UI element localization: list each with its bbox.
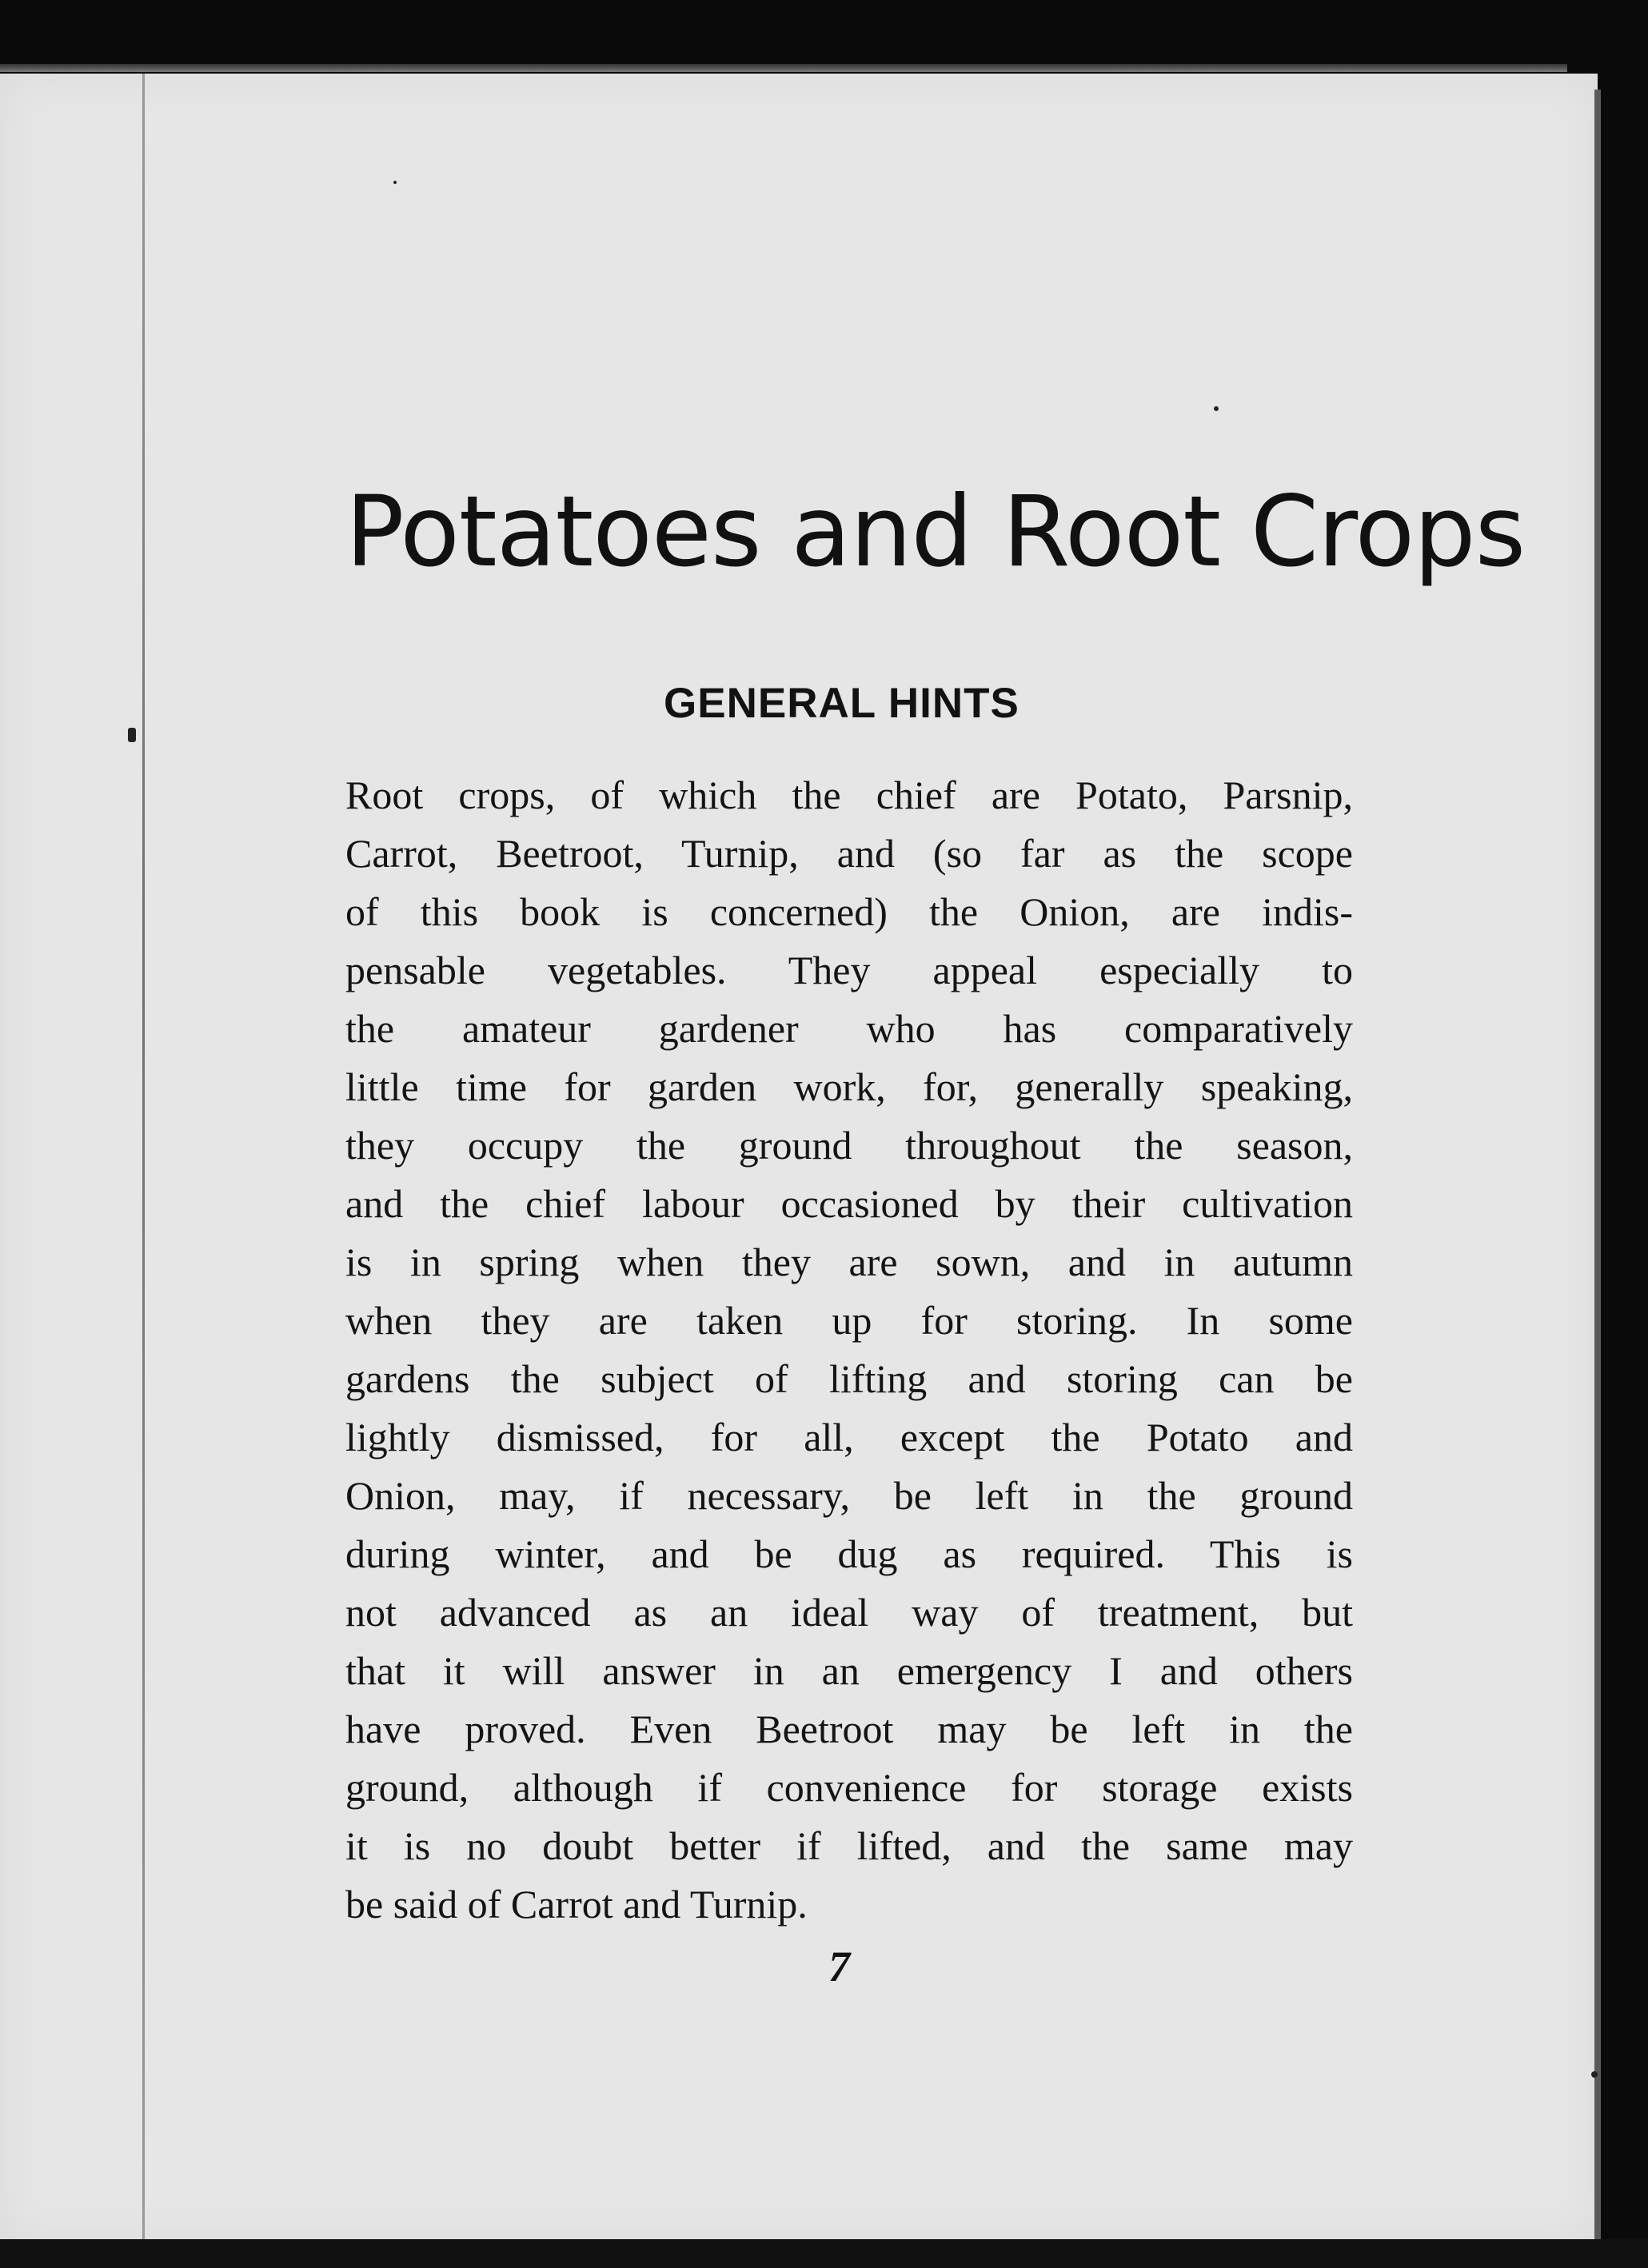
text-line: gardens the subject of lifting and storing can be xyxy=(345,1356,1353,1401)
scan-top-edge xyxy=(0,64,1567,72)
text-line: have proved. Even Beetroot may be left in the xyxy=(345,1707,1353,1751)
scan-speck xyxy=(393,181,397,184)
text-line: not advanced as an ideal way of treatment, but xyxy=(345,1590,1353,1635)
text-line: when they are taken up for storing. In some xyxy=(345,1298,1353,1343)
text-line: Onion, may, if necessary, be left in the ground xyxy=(345,1473,1353,1518)
chapter-title: Potatoes and Root Crops xyxy=(345,475,1526,589)
text-line: that it will answer in an emergency I and others xyxy=(345,1648,1353,1693)
text-line: it is no doubt better if lifted, and the same may xyxy=(345,1823,1353,1868)
text-line: be said of Carrot and Turnip. xyxy=(345,1882,808,1927)
text-line: during winter, and be dug as required. This is xyxy=(345,1531,1353,1576)
text-line: is in spring when they are sown, and in autumn xyxy=(345,1240,1353,1284)
text-line: and the chief labour occasioned by their cultivation xyxy=(345,1181,1353,1226)
scan-bottom-edge xyxy=(0,2239,1648,2268)
scan-speck xyxy=(1591,2071,1598,2078)
text-line: Root crops, of which the chief are Potato, Parsnip, xyxy=(345,773,1353,817)
scan-speck xyxy=(1214,406,1219,411)
text-line: the amateur gardener who has comparatively xyxy=(345,1006,1353,1051)
section-heading: GENERAL HINTS xyxy=(664,680,1020,727)
text-line: they occupy the ground throughout the season, xyxy=(345,1123,1353,1168)
text-line: of this book is concerned) the Onion, are indis- xyxy=(345,889,1353,934)
text-line: Carrot, Beetroot, Turnip, and (so far as the scope xyxy=(345,831,1353,876)
text-line: pensable vegetables. They appeal especially to xyxy=(345,948,1353,992)
text-line: lightly dismissed, for all, except the Potato and xyxy=(345,1415,1353,1459)
body-paragraph xyxy=(345,766,1353,1934)
page-right-edge xyxy=(1594,90,1601,2241)
text-line: ground, although if convenience for storage exists xyxy=(345,1765,1353,1810)
scan-speck xyxy=(128,728,136,742)
gutter-fold-line xyxy=(142,74,145,2242)
page-number: 7 xyxy=(828,1943,850,1990)
text-line: little time for garden work, for, generally speaking, xyxy=(345,1064,1353,1109)
